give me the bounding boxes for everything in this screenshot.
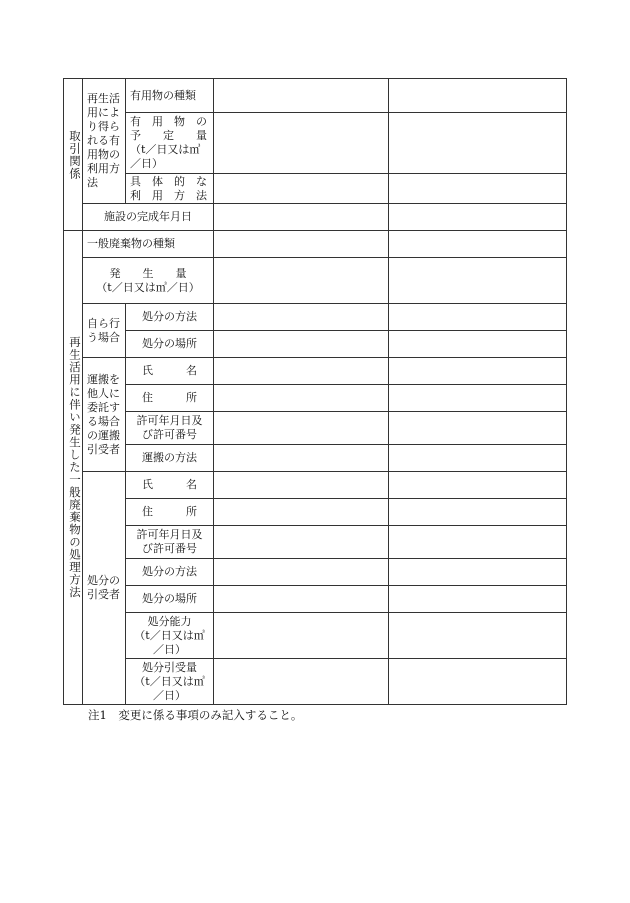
waste-kind-value-2[interactable]: [389, 231, 567, 258]
self-disposal-place-value-1[interactable]: [214, 331, 389, 358]
usage-method-label: 具 体 的 な 利 用 方 法: [126, 174, 214, 204]
disposal-address-label: 住 所: [126, 499, 214, 526]
generation-value-2[interactable]: [389, 258, 567, 304]
self-disposal-place-label: 処分の場所: [126, 331, 214, 358]
disposal-name-value-1[interactable]: [214, 472, 389, 499]
application-form-table: [63, 78, 567, 705]
useful-kind-value-2[interactable]: [389, 79, 567, 113]
waste-kind-label: 一般廃棄物の種類: [83, 231, 214, 258]
self-disposal-method-value-2[interactable]: [389, 304, 567, 331]
transport-permit-label: 許可年月日及 び許可番号: [126, 412, 214, 445]
footnote: 注1 変更に係る事項のみ記入すること。: [88, 708, 303, 722]
transport-party-label: 運搬を 他人に 委託す る場合 の運搬 引受者: [83, 358, 126, 472]
accepted-amount-label: 処分引受量 （t／日又は㎥ ／日）: [126, 659, 214, 705]
transport-address-value-1[interactable]: [214, 385, 389, 412]
completion-date-value-2[interactable]: [389, 204, 567, 231]
usage-method-value-2[interactable]: [389, 174, 567, 204]
disposal-name-label: 氏 名: [126, 472, 214, 499]
disposal-address-value-2[interactable]: [389, 499, 567, 526]
disposal-permit-value-1[interactable]: [214, 526, 389, 559]
disposal-place-value-1[interactable]: [214, 586, 389, 613]
transport-permit-value-2[interactable]: [389, 412, 567, 445]
self-disposal-method-value-1[interactable]: [214, 304, 389, 331]
waste-kind-value-1[interactable]: [214, 231, 389, 258]
disposal-method-value-2[interactable]: [389, 559, 567, 586]
disposal-method-value-1[interactable]: [214, 559, 389, 586]
disposal-place-value-2[interactable]: [389, 586, 567, 613]
completion-date-label: 施設の完成年月日: [83, 204, 214, 231]
transport-method-value-1[interactable]: [214, 445, 389, 472]
useful-amount-value-1[interactable]: [214, 113, 389, 174]
transport-name-value-1[interactable]: [214, 358, 389, 385]
accepted-amount-value-2[interactable]: [389, 659, 567, 705]
disposal-party-label: 処分の 引受者: [83, 472, 126, 705]
disposal-place-label: 処分の場所: [126, 586, 214, 613]
useful-amount-value-2[interactable]: [389, 113, 567, 174]
transport-name-value-2[interactable]: [389, 358, 567, 385]
self-disposal-method-label: 処分の方法: [126, 304, 214, 331]
disposal-permit-label: 許可年月日及 び許可番号: [126, 526, 214, 559]
disposal-capacity-value-2[interactable]: [389, 613, 567, 659]
transport-permit-value-1[interactable]: [214, 412, 389, 445]
useful-kind-label: 有用物の種類: [126, 79, 214, 113]
disposal-address-value-1[interactable]: [214, 499, 389, 526]
transport-method-value-2[interactable]: [389, 445, 567, 472]
completion-date-value-1[interactable]: [214, 204, 389, 231]
useful-amount-label: 有 用 物 の 予 定 量 （t／日又は㎥ ／日）: [126, 113, 214, 174]
transport-method-label: 運搬の方法: [126, 445, 214, 472]
disposal-method-label: 処分の方法: [126, 559, 214, 586]
useful-method-label: 再生活 用によ り得ら れる有 用物の 利用方 法: [83, 79, 126, 204]
disposal-permit-value-2[interactable]: [389, 526, 567, 559]
generation-label: 発 生 量 （t／日又は㎥／日）: [83, 258, 214, 304]
section-processing: 再生活用に伴い発生した一般廃棄物の処理方法: [64, 231, 83, 705]
transport-name-label: 氏 名: [126, 358, 214, 385]
disposal-capacity-value-1[interactable]: [214, 613, 389, 659]
generation-value-1[interactable]: [214, 258, 389, 304]
transport-address-value-2[interactable]: [389, 385, 567, 412]
disposal-capacity-label: 処分能力 （t／日又は㎥ ／日）: [126, 613, 214, 659]
self-disposal-place-value-2[interactable]: [389, 331, 567, 358]
useful-kind-value-1[interactable]: [214, 79, 389, 113]
accepted-amount-value-1[interactable]: [214, 659, 389, 705]
disposal-name-value-2[interactable]: [389, 472, 567, 499]
self-case-label: 自ら行 う場合: [83, 304, 126, 358]
usage-method-value-1[interactable]: [214, 174, 389, 204]
section-torihiki: 取引関係: [64, 79, 83, 231]
transport-address-label: 住 所: [126, 385, 214, 412]
